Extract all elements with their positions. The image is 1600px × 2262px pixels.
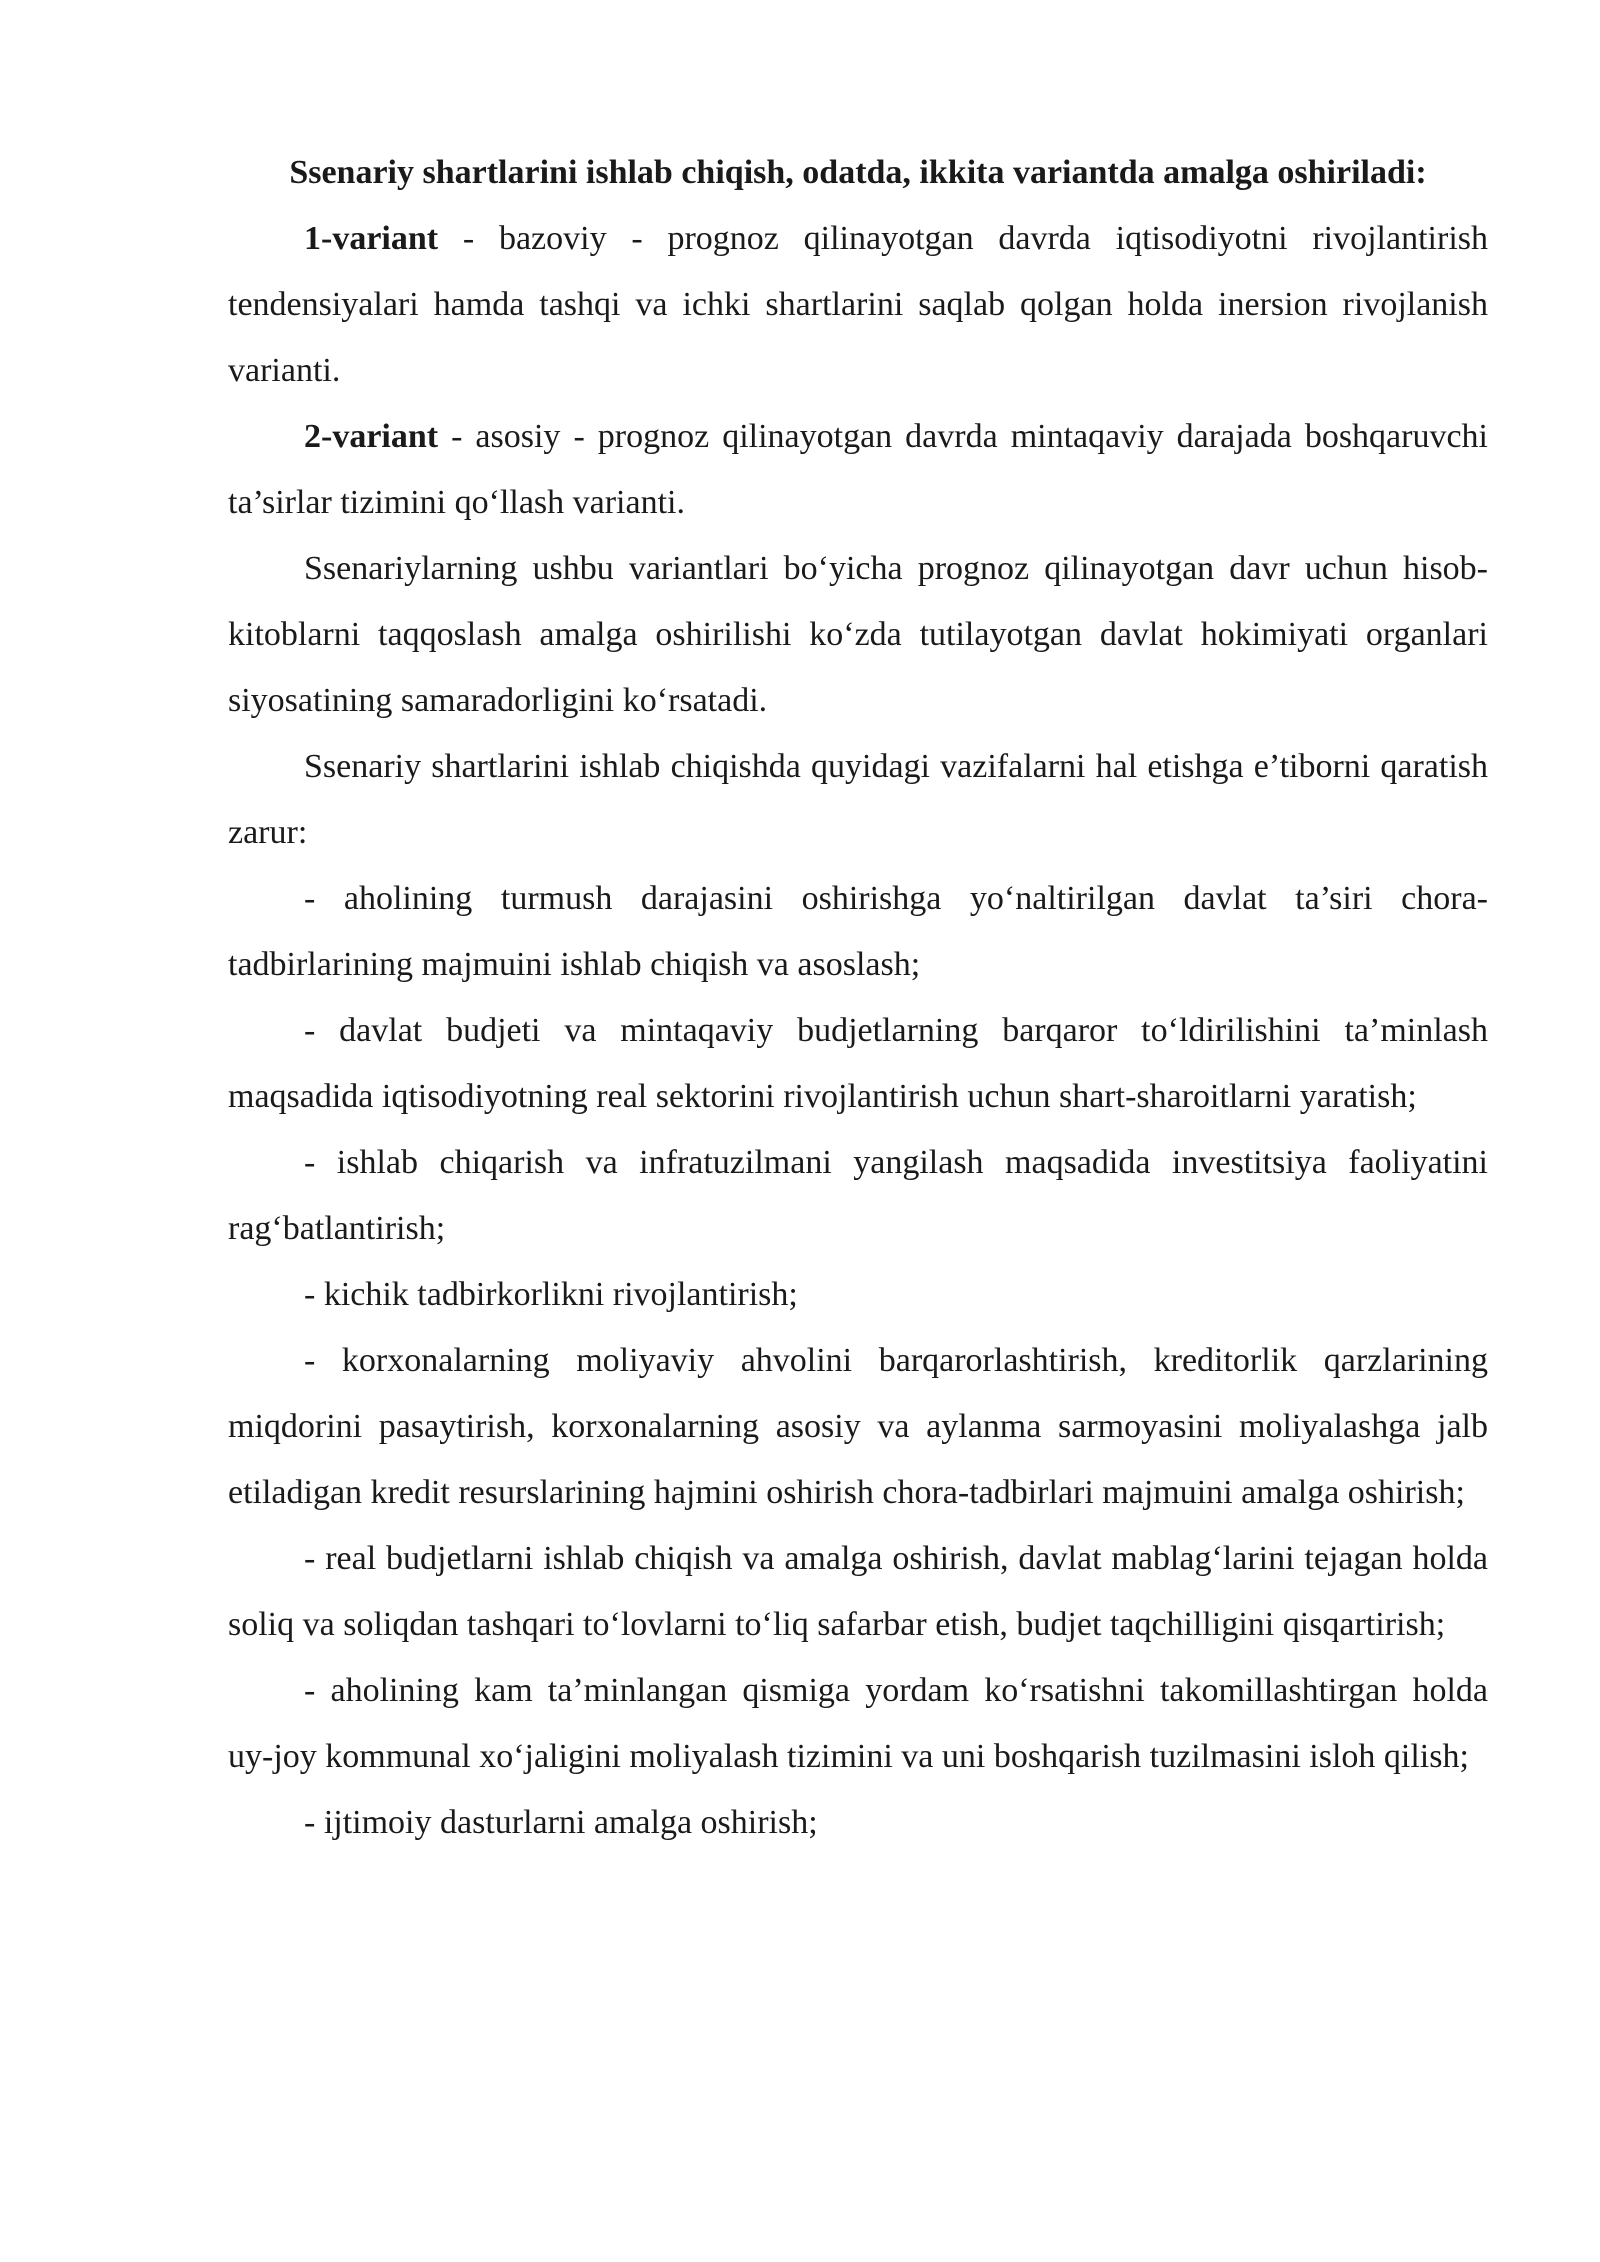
variant-2-text: - asosiy - prognoz qilinayotgan davrda mintaqaviy darajada boshqaruvchi ta’sirlar tizimini qo‘llash varianti.	[228, 418, 1488, 521]
paragraph-tasks-intro: Ssenariy shartlarini ishlab chiqishda quyidagi vazifalarni hal etishga e’tiborni qaratish zarur:	[228, 748, 1488, 851]
variant-2-paragraph	[228, 404, 1488, 536]
list-item: - davlat budjeti va mintaqaviy budjetlarning barqaror to‘ldirilishini ta’minlash maqsadida iqtisodiyotning real sektorini rivojlantirish uchun shart-sharoitlarni yaratish;	[228, 1012, 1488, 1115]
list-item: - kichik tadbirkorlikni rivojlantirish;	[304, 1276, 798, 1313]
list-item: - real budjetlarni ishlab chiqish va amalga oshirish, davlat mablag‘larini tejagan holda soliq va soliqdan tashqari to‘lovlarni to‘liq safarbar etish, budjet taqchilligini qisqartirish;	[228, 1540, 1488, 1643]
paragraph-comparison: Ssenariylarning ushbu variantlari bo‘yicha prognoz qilinayotgan davr uchun hisob-kitoblarni taqqoslash amalga oshirilishi ko‘zda tutilayotgan davlat hokimiyati organlari siyosatining samaradorligini ko‘rsatadi.	[228, 550, 1488, 719]
list-item: - korxonalarning moliyaviy ahvolini barqarorlashtirish, kreditorlik qarzlarining miqdorini pasaytirish, korxonalarning asosiy va aylanma sarmoyasini moliyalashga jalb etiladigan kredit resurslarining hajmini oshirish chora-tadbirlari majmuini amalga oshirish;	[228, 1342, 1488, 1511]
list-item: - aholining kam ta’minlangan qismiga yordam ko‘rsatishni takomillashtirgan holda uy-joy kommunal xo‘jaligini moliyalash tizimini va uni boshqarish tuzilmasini isloh qilish;	[228, 1672, 1488, 1775]
document-page	[228, 140, 1488, 1856]
list-item: - aholining turmush darajasini oshirishga yo‘naltirilgan davlat ta’siri chora-tadbirlarining majmuini ishlab chiqish va asoslash;	[228, 880, 1488, 983]
section-heading: Ssenariy shartlarini ishlab chiqish, odatda, ikkita variantda amalga oshiriladi:	[289, 154, 1427, 191]
variant-2-label: 2-variant	[304, 418, 439, 455]
variant-1-label: 1-variant	[304, 220, 439, 257]
variant-1-paragraph	[228, 206, 1488, 404]
list-item: - ijtimoiy dasturlarni amalga oshirish;	[304, 1804, 818, 1841]
variant-1-text: - bazoviy - prognoz qilinayotgan davrda iqtisodiyotni rivojlantirish tendensiyalari hamda tashqi va ichki shartlarini saqlab qolgan holda inersion rivojlanish varianti.	[228, 220, 1488, 389]
list-item: - ishlab chiqarish va infratuzilmani yangilash maqsadida investitsiya faoliyatini rag‘batlantirish;	[228, 1144, 1488, 1247]
